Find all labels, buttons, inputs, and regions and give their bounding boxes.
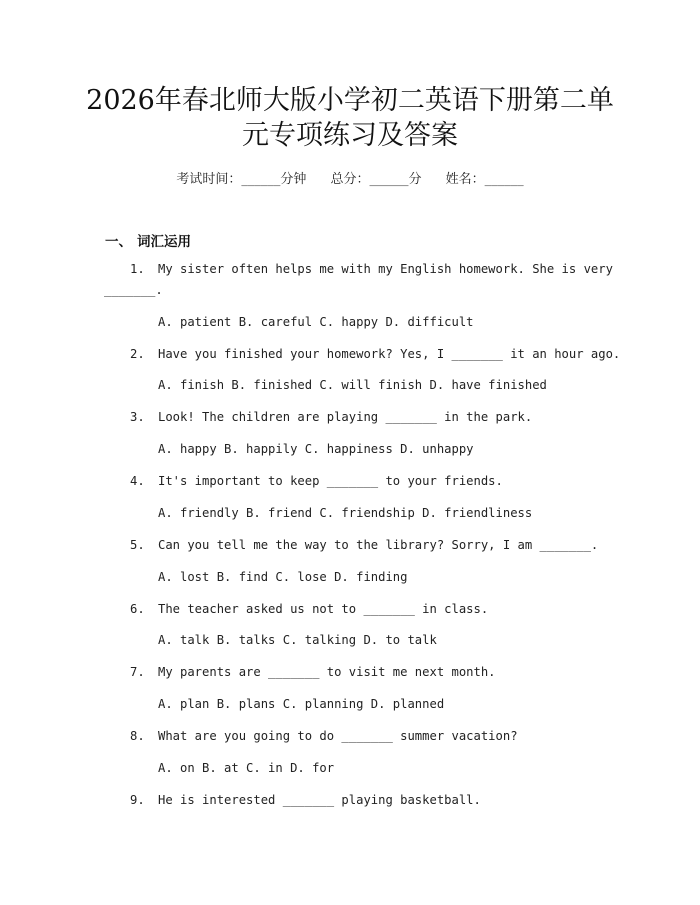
question-number: 3.	[130, 410, 145, 424]
question-text: The teacher asked us not to _______ in class.	[158, 602, 489, 616]
exam-info-line	[0, 168, 700, 187]
question-text: What are you going to do _______ summer vacation?	[158, 729, 518, 743]
question-text-continuation: _______.	[104, 283, 163, 297]
question-text: My parents are _______ to visit me next month.	[158, 665, 496, 679]
question-number: 5.	[130, 538, 145, 552]
question-number: 2.	[130, 347, 145, 361]
question-options: A. finish B. finished C. will finish D. have finished	[158, 378, 547, 392]
question-number: 1.	[130, 262, 145, 276]
student-name-field: 姓名：______	[445, 172, 524, 187]
exam-time-field: 考试时间：______分钟	[176, 172, 307, 187]
section-heading	[105, 230, 191, 250]
question-number: 7.	[130, 665, 145, 679]
question-options: A. plan B. plans C. planning D. planned	[158, 697, 445, 711]
document-title-line-1: 2026年春北师大版小学初二英语下册第二单	[86, 85, 614, 116]
question-options: A. happy B. happily C. happiness D. unhappy	[158, 442, 474, 456]
question-number: 8.	[130, 729, 145, 743]
question-text: Look! The children are playing _______ in the park.	[158, 410, 533, 424]
section-number: 一、	[105, 234, 132, 250]
total-score-field: 总分：______分	[330, 172, 422, 187]
question-text: He is interested _______ playing basketball.	[158, 793, 481, 807]
question-text: Have you finished your homework? Yes, I _______ it an hour ago.	[158, 347, 621, 361]
question-options: A. talk B. talks C. talking D. to talk	[158, 633, 437, 647]
question-text: My sister often helps me with my English homework. She is very	[158, 262, 613, 276]
question-number: 9.	[130, 793, 145, 807]
document-title-line-2: 元专项练习及答案	[242, 120, 458, 151]
section-title: 词汇运用	[137, 234, 191, 250]
question-options: A. patient B. careful C. happy D. difficult	[158, 315, 474, 329]
question-number: 4.	[130, 474, 145, 488]
question-options: A. friendly B. friend C. friendship D. friendliness	[158, 506, 533, 520]
question-options: A. lost B. find C. lose D. finding	[158, 570, 408, 584]
question-text: It's important to keep _______ to your friends.	[158, 474, 503, 488]
question-number: 6.	[130, 602, 145, 616]
question-text: Can you tell me the way to the library? Sorry, I am _______.	[158, 538, 599, 552]
question-options: A. on B. at C. in D. for	[158, 761, 335, 775]
